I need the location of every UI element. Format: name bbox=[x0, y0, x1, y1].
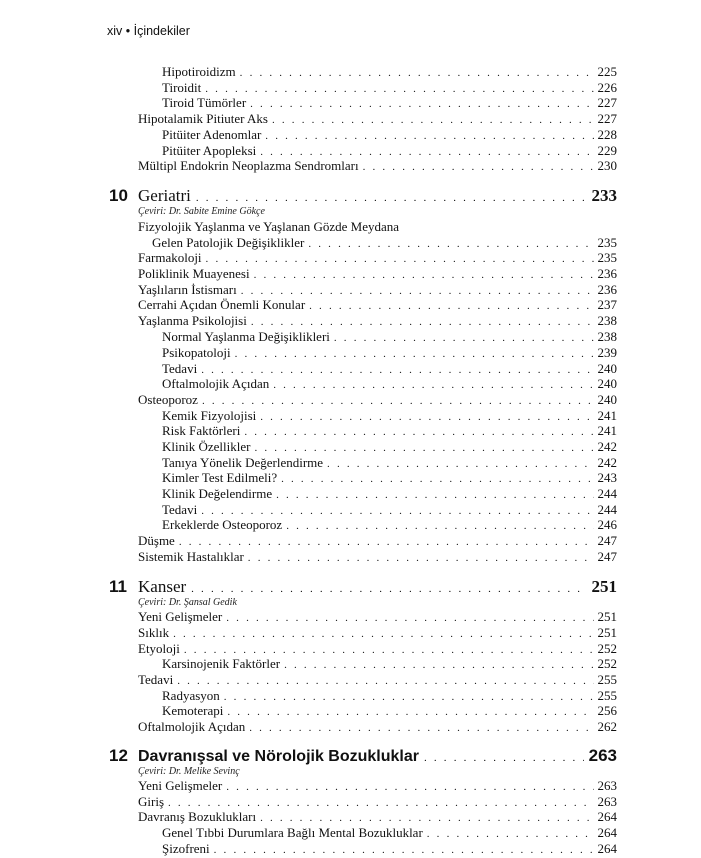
toc-entry: Giriş . . . 263 bbox=[138, 794, 617, 810]
toc-entry: Kemik Fizyolojisi . . . 241 bbox=[162, 408, 617, 424]
toc-entry: Hipotiroidizm . . . 225 bbox=[162, 64, 617, 80]
toc-entry: Oftalmolojik Açıdan . . . 262 bbox=[138, 719, 617, 735]
translator-credit: Çeviri: Dr. Şansal Gedik bbox=[138, 597, 237, 608]
toc-entry: Yeni Gelişmeler . . . 251 bbox=[138, 609, 617, 625]
toc-entry: Cerrahi Açıdan Önemli Konular . . . 237 bbox=[138, 297, 617, 313]
toc-entry: Yaşlıların İstismarı . . . 236 bbox=[138, 282, 617, 298]
toc-entry: Tedavi . . . 240 bbox=[162, 361, 617, 377]
toc-entry: Mültipl Endokrin Neoplazma Sendromları . . . 230 bbox=[138, 158, 617, 174]
toc-entry: Kimler Test Edilmeli? . . . 243 bbox=[162, 470, 617, 486]
toc-entry: Fizyolojik Yaşlanma ve Yaşlanan Gözde Meydana bbox=[138, 219, 400, 234]
toc-entry: Normal Yaşlanma Değişiklikleri . . . 238 bbox=[162, 329, 617, 345]
toc-entry: Pitüiter Adenomlar . . . 228 bbox=[162, 127, 617, 143]
toc-entry: Davranış Bozuklukları . . . 264 bbox=[138, 809, 617, 825]
chapter-heading: Davranışsal ve Nörolojik Bozukluklar . . . 263 bbox=[138, 746, 617, 766]
toc-entry: Risk Faktörleri . . . 241 bbox=[162, 423, 617, 439]
translator-credit: Çeviri: Dr. Melike Sevinç bbox=[138, 766, 240, 777]
toc-entry: Klinik Değelendirme . . . 244 bbox=[162, 486, 617, 502]
toc-entry: Etyoloji . . . 252 bbox=[138, 641, 617, 657]
toc-entry: Hipotalamik Pitiuter Aks . . . 227 bbox=[138, 111, 617, 127]
chapter-number: 10 bbox=[109, 186, 128, 205]
toc-entry: Pitüiter Apopleksi . . . 229 bbox=[162, 143, 617, 159]
toc-entry: Erkeklerde Osteoporoz . . . 246 bbox=[162, 517, 617, 533]
toc-entry: Tiroid Tümörler . . . 227 bbox=[162, 95, 617, 111]
toc-entry: Sıklık . . . 251 bbox=[138, 625, 617, 641]
toc-entry: Osteoporoz . . . 240 bbox=[138, 392, 617, 408]
chapter-heading: Geriatri . . . 233 bbox=[138, 186, 617, 206]
chapter-number: 12 bbox=[109, 746, 128, 765]
toc-entry: Klinik Özellikler . . . 242 bbox=[162, 439, 617, 455]
running-header: xiv • İçindekiler bbox=[107, 24, 190, 38]
toc-entry: Kemoterapi . . . 256 bbox=[162, 703, 617, 719]
toc-entry: Yeni Gelişmeler . . . 263 bbox=[138, 778, 617, 794]
toc-entry: Karsinojenik Faktörler . . . 252 bbox=[162, 656, 617, 672]
chapter-number: 11 bbox=[109, 577, 127, 596]
chapter-heading: Kanser . . . 251 bbox=[138, 577, 617, 597]
toc-entry: Tedavi . . . 255 bbox=[138, 672, 617, 688]
toc-entry: Yaşlanma Psikolojisi . . . 238 bbox=[138, 313, 617, 329]
toc-entry: Tiroidit . . . 226 bbox=[162, 80, 617, 96]
toc-entry: Farmakoloji . . . 235 bbox=[138, 250, 617, 266]
toc-entry: Gelen Patolojik Değişiklikler . . . 235 bbox=[152, 235, 617, 251]
toc-entry: Poliklinik Muayenesi . . . 236 bbox=[138, 266, 617, 282]
toc-entry: Radyasyon . . . 255 bbox=[162, 688, 617, 704]
toc-entry: Tedavi . . . 244 bbox=[162, 502, 617, 518]
toc-entry: Sistemik Hastalıklar . . . 247 bbox=[138, 549, 617, 565]
translator-credit: Çeviri: Dr. Sabite Emine Gökçe bbox=[138, 206, 265, 217]
toc-entry: Genel Tıbbi Durumlara Bağlı Mental Bozukluklar . . . 264 bbox=[162, 825, 617, 841]
toc-entry: Tanıya Yönelik Değerlendirme . . . 242 bbox=[162, 455, 617, 471]
toc-entry: Düşme . . . 247 bbox=[138, 533, 617, 549]
toc-entry: Psikopatoloji . . . 239 bbox=[162, 345, 617, 361]
toc-entry: Şizofreni . . . 264 bbox=[162, 841, 617, 857]
toc-entry: Oftalmolojik Açıdan . . . 240 bbox=[162, 376, 617, 392]
